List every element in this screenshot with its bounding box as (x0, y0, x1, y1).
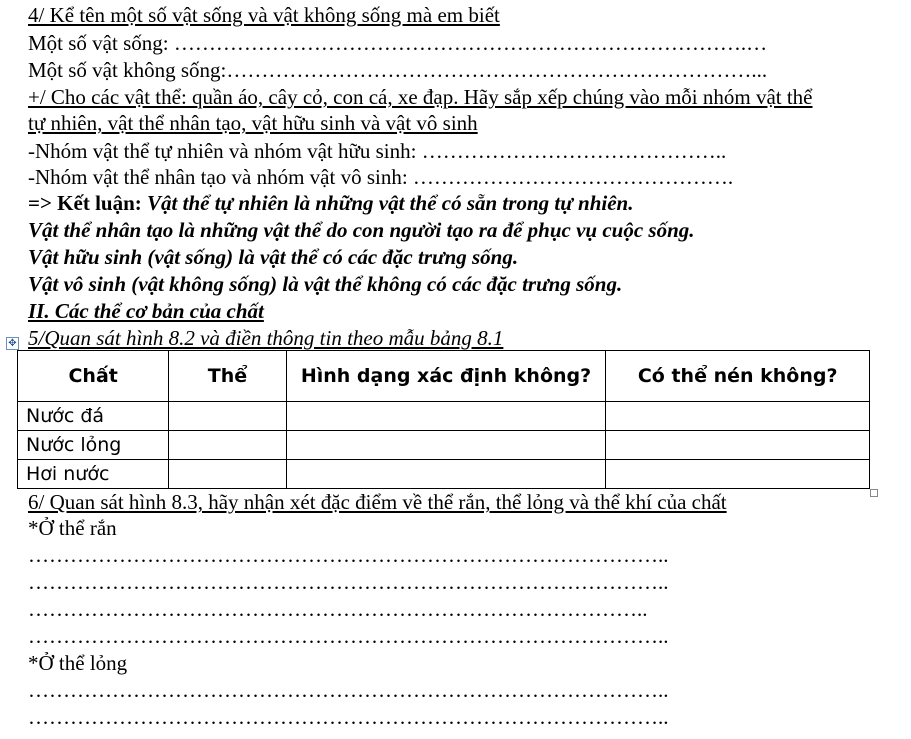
four-arrows-move-icon[interactable]: ✥ (6, 337, 19, 350)
states-of-water-table (17, 350, 870, 489)
natural-living-group-line: -Nhóm vật thể tự nhiên và nhóm vật hữu sinh: …………………………………….. (28, 139, 727, 163)
conclusion-text: Vật thể tự nhiên là những vật thể có sẵn trong tự nhiên. (141, 191, 634, 215)
table-row (18, 402, 870, 431)
artificial-nonliving-group-line: -Nhóm vật thể nhân tạo và nhóm vật vô sinh: ………………………………………. (28, 165, 734, 189)
header-compressible: Có thể nén không? (606, 351, 870, 402)
cell-substance: Nước lỏng (18, 431, 169, 460)
table-row (18, 460, 870, 489)
question-4-title: 4/ Kể tên một số vật sống và vật không sống mà em biết (28, 3, 500, 27)
cell-state[interactable] (169, 431, 286, 460)
cell-state[interactable] (169, 402, 286, 431)
section-2-heading: II. Các thể cơ bản của chất (28, 299, 264, 323)
question-6-title: 6/ Quan sát hình 8.3, hãy nhận xét đặc điểm về thể rắn, thể lỏng và thể khí của chất (28, 490, 727, 514)
cell-compressible[interactable] (606, 402, 870, 431)
header-definite-shape: Hình dạng xác định không? (286, 351, 606, 402)
solid-answer-line-4: ……………………………………………………………………………….. (28, 624, 669, 648)
header-state: Thể (169, 351, 286, 402)
cell-substance: Nước đá (18, 402, 169, 431)
table-header-row (18, 351, 870, 402)
classification-task-line-1: +/ Cho các vật thể: quần áo, cây cỏ, con cá, xe đạp. Hãy sắp xếp chúng vào mỗi nhóm vật thể (28, 85, 813, 109)
question-5-title: 5/Quan sát hình 8.2 và điền thông tin theo mẫu bảng 8.1 (28, 326, 504, 350)
conclusion-label: => Kết luận: (28, 191, 142, 215)
liquid-answer-line-1: ……………………………………………………………………………….. (28, 678, 669, 702)
cell-state[interactable] (169, 460, 286, 489)
cell-substance: Hơi nước (18, 460, 169, 489)
conclusion-line-1 (28, 190, 633, 216)
square-resize-icon[interactable] (870, 489, 878, 497)
cell-definite-shape[interactable] (286, 460, 606, 489)
classification-task-line-2: tự nhiên, vật thể nhân tạo, vật hữu sinh và vật vô sinh (28, 111, 478, 135)
nonliving-things-line: Một số vật không sống:…………………………………………………………………... (28, 58, 768, 82)
conclusion-line-4: Vật vô sinh (vật không sống) là vật thể không có các đặc trưng sống. (28, 272, 623, 296)
cell-compressible[interactable] (606, 431, 870, 460)
conclusion-line-3: Vật hữu sinh (vật sống) là vật thể có các đặc trưng sống. (28, 245, 519, 269)
cell-definite-shape[interactable] (286, 402, 606, 431)
solid-answer-line-3: …………………………………………………………………………….. (28, 597, 648, 621)
conclusion-line-2: Vật thể nhân tạo là những vật thể do con người tạo ra để phục vụ cuộc sống. (28, 218, 695, 242)
liquid-state-label: *Ở thể lỏng (28, 651, 128, 675)
cell-compressible[interactable] (606, 460, 870, 489)
liquid-answer-line-2: ……………………………………………………………………………….. (28, 705, 669, 729)
solid-state-label: *Ở thể rắn (28, 516, 117, 540)
header-substance: Chất (18, 351, 169, 402)
cell-definite-shape[interactable] (286, 431, 606, 460)
table-row (18, 431, 870, 460)
solid-answer-line-1: ……………………………………………………………………………….. (28, 543, 669, 567)
solid-answer-line-2: ……………………………………………………………………………….. (28, 570, 669, 594)
living-things-line: Một số vật sống: ……………………………………………………………………….… (28, 31, 768, 55)
